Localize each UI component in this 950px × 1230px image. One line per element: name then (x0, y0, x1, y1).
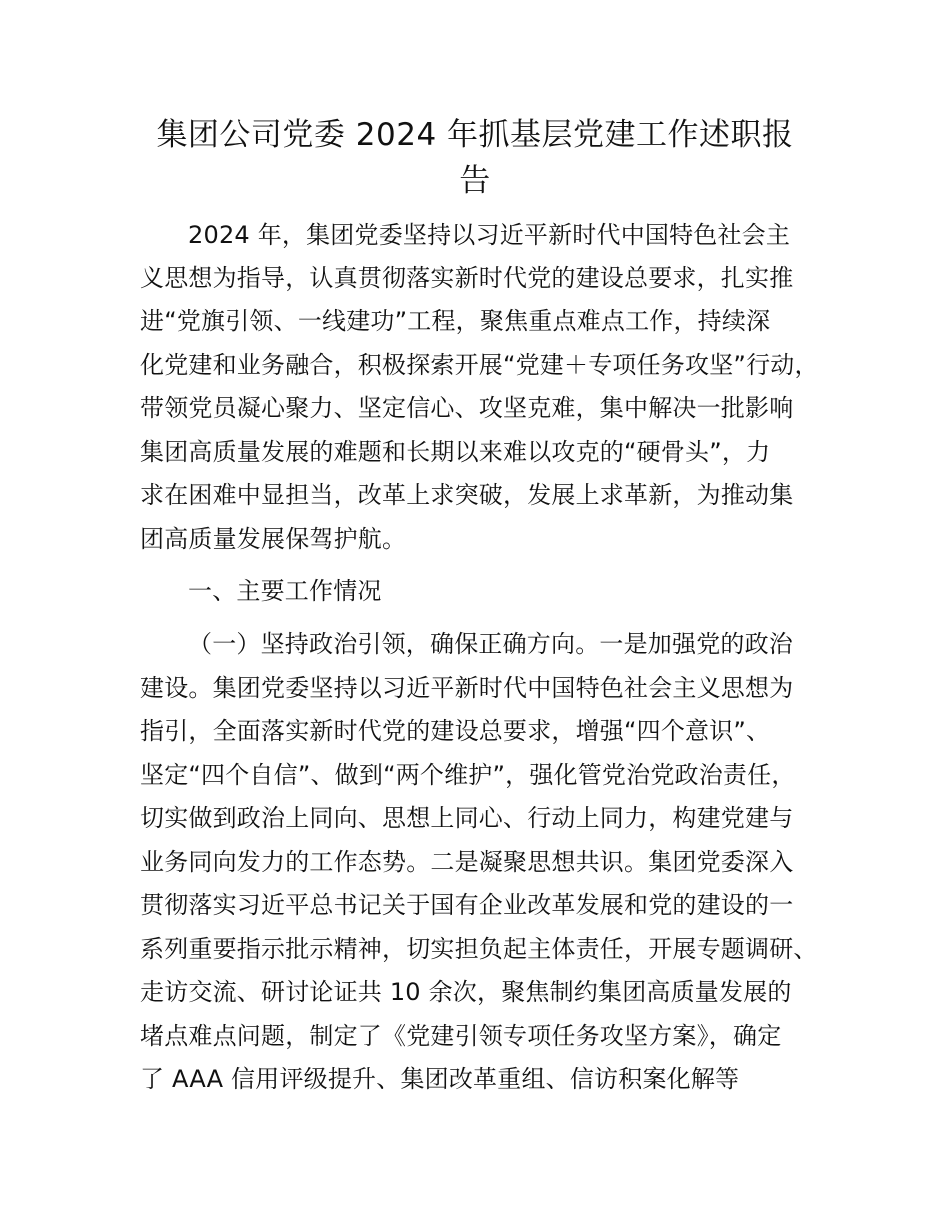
paragraph-line: 团高质量发展保驾护航。 (140, 525, 407, 553)
paragraph-line: 求在困难中显担当，改革上求突破，发展上求革新，为推动集 (140, 481, 794, 509)
paragraph-line: 业务同向发力的工作态势。二是凝聚思想共识。集团党委深入 (140, 848, 794, 876)
paragraph-line: 指引，全面落实新时代党的建设总要求，增强“四个意识”、 (140, 717, 771, 745)
title-line: 集团公司党委 2024 年抓基层党建工作述职报 (156, 117, 794, 153)
paragraph-line: 2024 年，集团党委坚持以习近平新时代中国特色社会主 (188, 221, 791, 249)
paragraph-line: 坚定“四个自信”、做到“两个维护”，强化管党治党政治责任， (140, 761, 796, 789)
paragraph-line: 系列重要指示批示精神，切实担负起主体责任，开展专题调研、 (140, 935, 818, 963)
paragraph-line: 走访交流、研讨论证共 10 余次，聚焦制约集团高质量发展的 (140, 978, 792, 1006)
paragraph-line: （一）坚持政治引领，确保正确方向。一是加强党的政治 (188, 630, 793, 658)
paragraph-line: 贯彻落实习近平总书记关于国有企业改革发展和党的建设的一 (140, 891, 794, 919)
paragraph-line: 了 AAA 信用评级提升、集团改革重组、信访积案化解等 (140, 1065, 740, 1093)
paragraph-line: 带领党员凝心聚力、坚定信心、攻坚克难，集中解决一批影响 (140, 394, 794, 422)
paragraph-line: 堵点难点问题，制定了《党建引领专项任务攻坚方案》，确定 (140, 1022, 782, 1050)
paragraph-line: 义思想为指导，认真贯彻落实新时代党的建设总要求，扎实推 (140, 264, 794, 292)
paragraph-line: 化党建和业务融合，积极探索开展“党建＋专项任务攻坚”行动， (140, 351, 819, 379)
document-title (130, 112, 820, 204)
paragraph-line: 进“党旗引领、一线建功”工程，聚焦重点难点工作，持续深 (140, 307, 771, 335)
paragraph-line: 集团高质量发展的难题和长期以来难以攻克的“硬骨头”，力 (140, 438, 771, 466)
title-line: 告 (459, 163, 491, 199)
paragraph-line: 建设。集团党委坚持以习近平新时代中国特色社会主义思想为 (140, 674, 794, 702)
section-heading: 一、主要工作情况 (188, 577, 382, 605)
paragraph-line: 切实做到政治上同向、思想上同心、行动上同力，构建党建与 (140, 804, 794, 832)
